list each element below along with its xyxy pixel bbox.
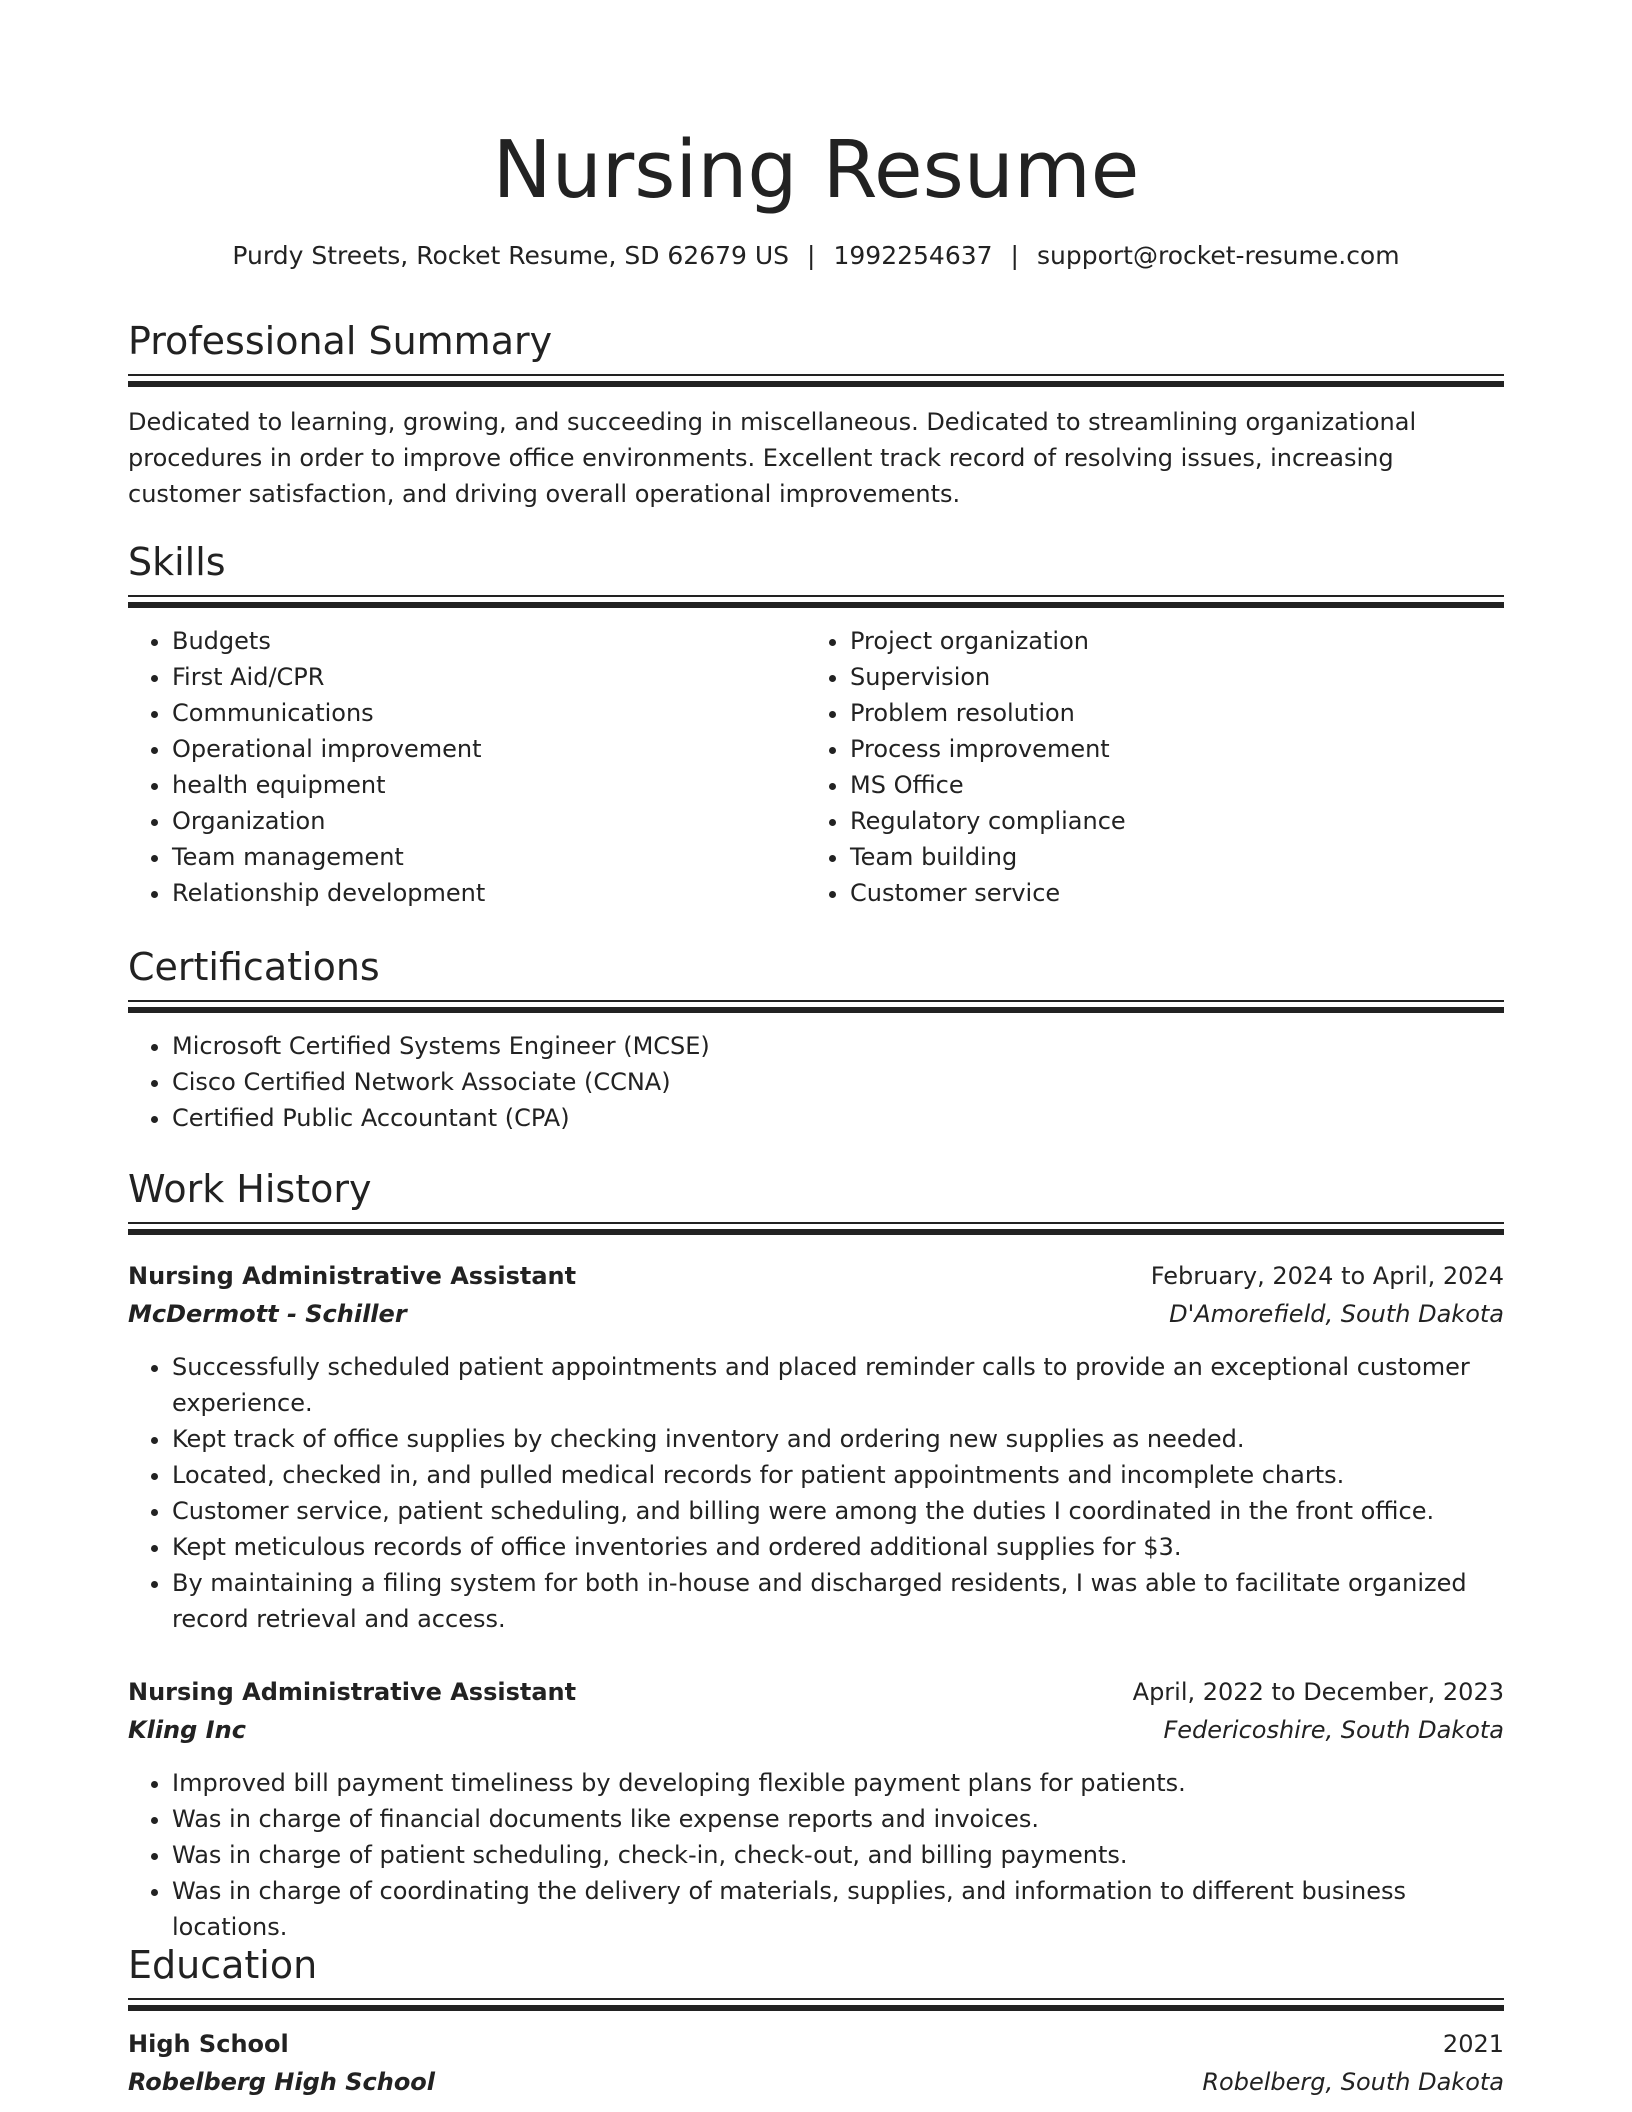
education-degree: High School (128, 2030, 289, 2058)
job-entry (128, 1673, 1504, 1945)
skill-item: • Budgets (172, 623, 788, 659)
skill-item: • Project organization (850, 623, 1466, 659)
skill-item: • Process improvement (850, 731, 1466, 767)
section-divider (128, 1229, 1504, 1235)
job-bullet: • Was in charge of coordinating the delivery of materials, supplies, and information to different business locations. (172, 1873, 1504, 1945)
job-subheader (128, 1711, 1504, 1749)
job-entry (128, 1257, 1504, 1637)
skills-section (128, 537, 1504, 907)
job-bullet: • Was in charge of financial documents like expense reports and invoices. (172, 1801, 1504, 1837)
job-bullet: • Improved bill payment timeliness by developing flexible payment plans for patients. (172, 1765, 1504, 1801)
certification-item: • Certified Public Accountant (CPA) (172, 1100, 1504, 1136)
skill-item: • Problem resolution (850, 695, 1466, 731)
section-divider (128, 1000, 1504, 1002)
summary-text: Dedicated to learning, growing, and succeeding in miscellaneous. Dedicated to streamlining organizational procedures in order to improve office environments. Excellent track record of resolving issues, increasing customer satisfaction, and driving overall operational improvements. (128, 408, 1417, 508)
job-header (128, 1257, 1504, 1295)
contact-phone: 1992254637 (833, 241, 993, 270)
education-subheader (128, 2063, 1504, 2101)
section-divider (128, 374, 1504, 376)
section-title-work-history: Work History (128, 1167, 372, 1211)
contact-address: Purdy Streets, Rocket Resume, SD 62679 US (232, 241, 790, 270)
skill-item: • MS Office (850, 767, 1466, 803)
contact-line (128, 238, 1504, 274)
skill-item: • Organization (172, 803, 788, 839)
certification-item: • Microsoft Certified Systems Engineer (MCSE) (172, 1028, 1504, 1064)
section-divider (128, 1998, 1504, 2000)
summary-section (128, 316, 1504, 508)
education-section (128, 1940, 1504, 2096)
section-title-skills: Skills (128, 540, 226, 584)
certification-item: • Cisco Certified Network Associate (CCNA) (172, 1064, 1504, 1100)
skill-item: • Regulatory compliance (850, 803, 1466, 839)
skill-item: • Customer service (850, 875, 1466, 911)
job-bullet: • Kept track of office supplies by checking inventory and ordering new supplies as needed. (172, 1421, 1504, 1457)
skill-item: • Team management (172, 839, 788, 875)
contact-separator: | (807, 241, 816, 270)
job-title: Nursing Administrative Assistant (128, 1678, 577, 1706)
skills-column-left (128, 623, 788, 911)
education-header (128, 2025, 1504, 2063)
job-subheader (128, 1295, 1504, 1333)
job-company: Kling Inc (128, 1716, 246, 1744)
job-title: Nursing Administrative Assistant (128, 1262, 577, 1290)
skills-column-right (806, 623, 1466, 911)
job-bullet: • Kept meticulous records of office inventories and ordered additional supplies for $3. (172, 1529, 1504, 1565)
job-dates: April, 2022 to December, 2023 (1132, 1678, 1504, 1706)
section-title-summary: Professional Summary (128, 319, 553, 363)
job-company: McDermott - Schiller (128, 1300, 407, 1328)
skill-item: • Team building (850, 839, 1466, 875)
job-bullet: • Customer service, patient scheduling, and billing were among the duties I coordinated in the front office. (172, 1493, 1504, 1529)
education-school: Robelberg High School (128, 2068, 436, 2096)
certifications-list (128, 1028, 1504, 1136)
job-header (128, 1673, 1504, 1711)
section-divider (128, 1007, 1504, 1013)
skill-item: • Relationship development (172, 875, 788, 911)
job-location: Federicoshire, South Dakota (1163, 1716, 1504, 1744)
skill-item: • Supervision (850, 659, 1466, 695)
skill-item: • health equipment (172, 767, 788, 803)
section-divider (128, 595, 1504, 597)
certifications-section (128, 942, 1504, 1132)
job-bullet: • Successfully scheduled patient appointments and placed reminder calls to provide an exceptional customer experience. (172, 1349, 1504, 1421)
section-divider (128, 381, 1504, 387)
section-divider (128, 1222, 1504, 1224)
job-location: D'Amorefield, South Dakota (1169, 1300, 1504, 1328)
job-bullet: • By maintaining a filing system for both in-house and discharged residents, I was able to facilitate organized record retrieval and access. (172, 1565, 1504, 1637)
section-divider (128, 2005, 1504, 2011)
contact-email: support@rocket-resume.com (1036, 241, 1400, 270)
education-entry (128, 2025, 1504, 2101)
job-bullets (128, 1765, 1504, 1945)
section-title-education: Education (128, 1943, 318, 1987)
skill-item: • Communications (172, 695, 788, 731)
job-dates: February, 2024 to April, 2024 (1150, 1262, 1504, 1290)
education-year: 2021 (1442, 2030, 1504, 2058)
job-bullet: • Located, checked in, and pulled medical records for patient appointments and incomplete charts. (172, 1457, 1504, 1493)
section-divider (128, 602, 1504, 608)
job-bullet: • Was in charge of patient scheduling, check-in, check-out, and billing payments. (172, 1837, 1504, 1873)
resume-title: Nursing Resume (492, 124, 1140, 216)
contact-separator: | (1010, 241, 1019, 270)
skill-item: • Operational improvement (172, 731, 788, 767)
education-location: Robelberg, South Dakota (1202, 2068, 1504, 2096)
section-title-certifications: Certifications (128, 945, 380, 989)
work-history-section (128, 1164, 1504, 1941)
skill-item: • First Aid/CPR (172, 659, 788, 695)
job-bullets (128, 1349, 1504, 1637)
